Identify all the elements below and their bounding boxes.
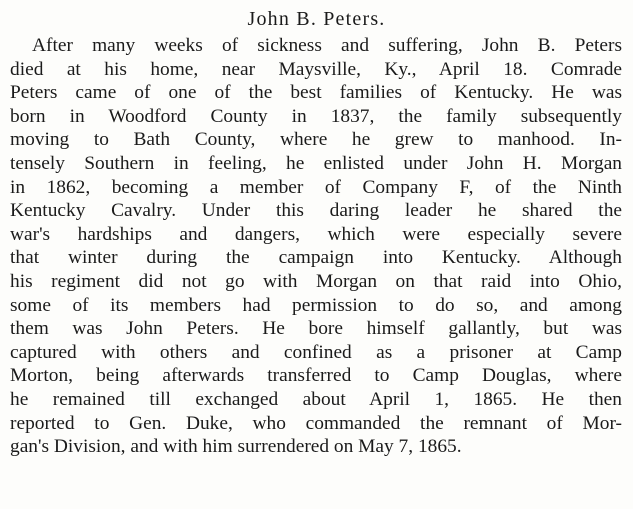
text-line: captured with others and confined as a prisoner at Camp <box>10 341 622 363</box>
article-title: John B. Peters. <box>247 8 386 30</box>
text-line: reported to Gen. Duke, who commanded the remnant of Mor- <box>10 412 622 434</box>
text-line: born in Woodford County in 1837, the family subsequently <box>10 105 622 127</box>
text-line: his regiment did not go with Morgan on that raid into Ohio, <box>10 270 622 292</box>
text-line: them was John Peters. He bore himself gallantly, but was <box>10 318 622 340</box>
text-line: in 1862, becoming a member of Company F, of the Ninth <box>10 176 622 198</box>
text-line: Morton, being afterwards transferred to Camp Douglas, where <box>10 365 622 387</box>
text-line: some of its members had permission to do so, and among <box>10 294 622 316</box>
article-body <box>10 34 622 459</box>
text-line: Peters came of one of the best families of Kentucky. He was <box>10 82 622 104</box>
text-line: After many weeks of sickness and suffering, John B. Peters <box>32 35 622 56</box>
text-line: died at his home, near Maysville, Ky., April 18. Comrade <box>10 58 622 80</box>
text-line: tensely Southern in feeling, he enlisted under John H. Morgan <box>10 152 622 174</box>
text-line: moving to Bath County, where he grew to manhood. In- <box>10 129 622 151</box>
text-line: war's hardships and dangers, which were especially severe <box>10 223 622 245</box>
text-line: gan's Division, and with him surrendered on May 7, 1865. <box>10 436 462 458</box>
text-line: Kentucky Cavalry. Under this daring leader he shared the <box>10 200 622 222</box>
text-line: that winter during the campaign into Kentucky. Although <box>10 247 622 269</box>
text-line: he remained till exchanged about April 1, 1865. He then <box>10 388 622 410</box>
